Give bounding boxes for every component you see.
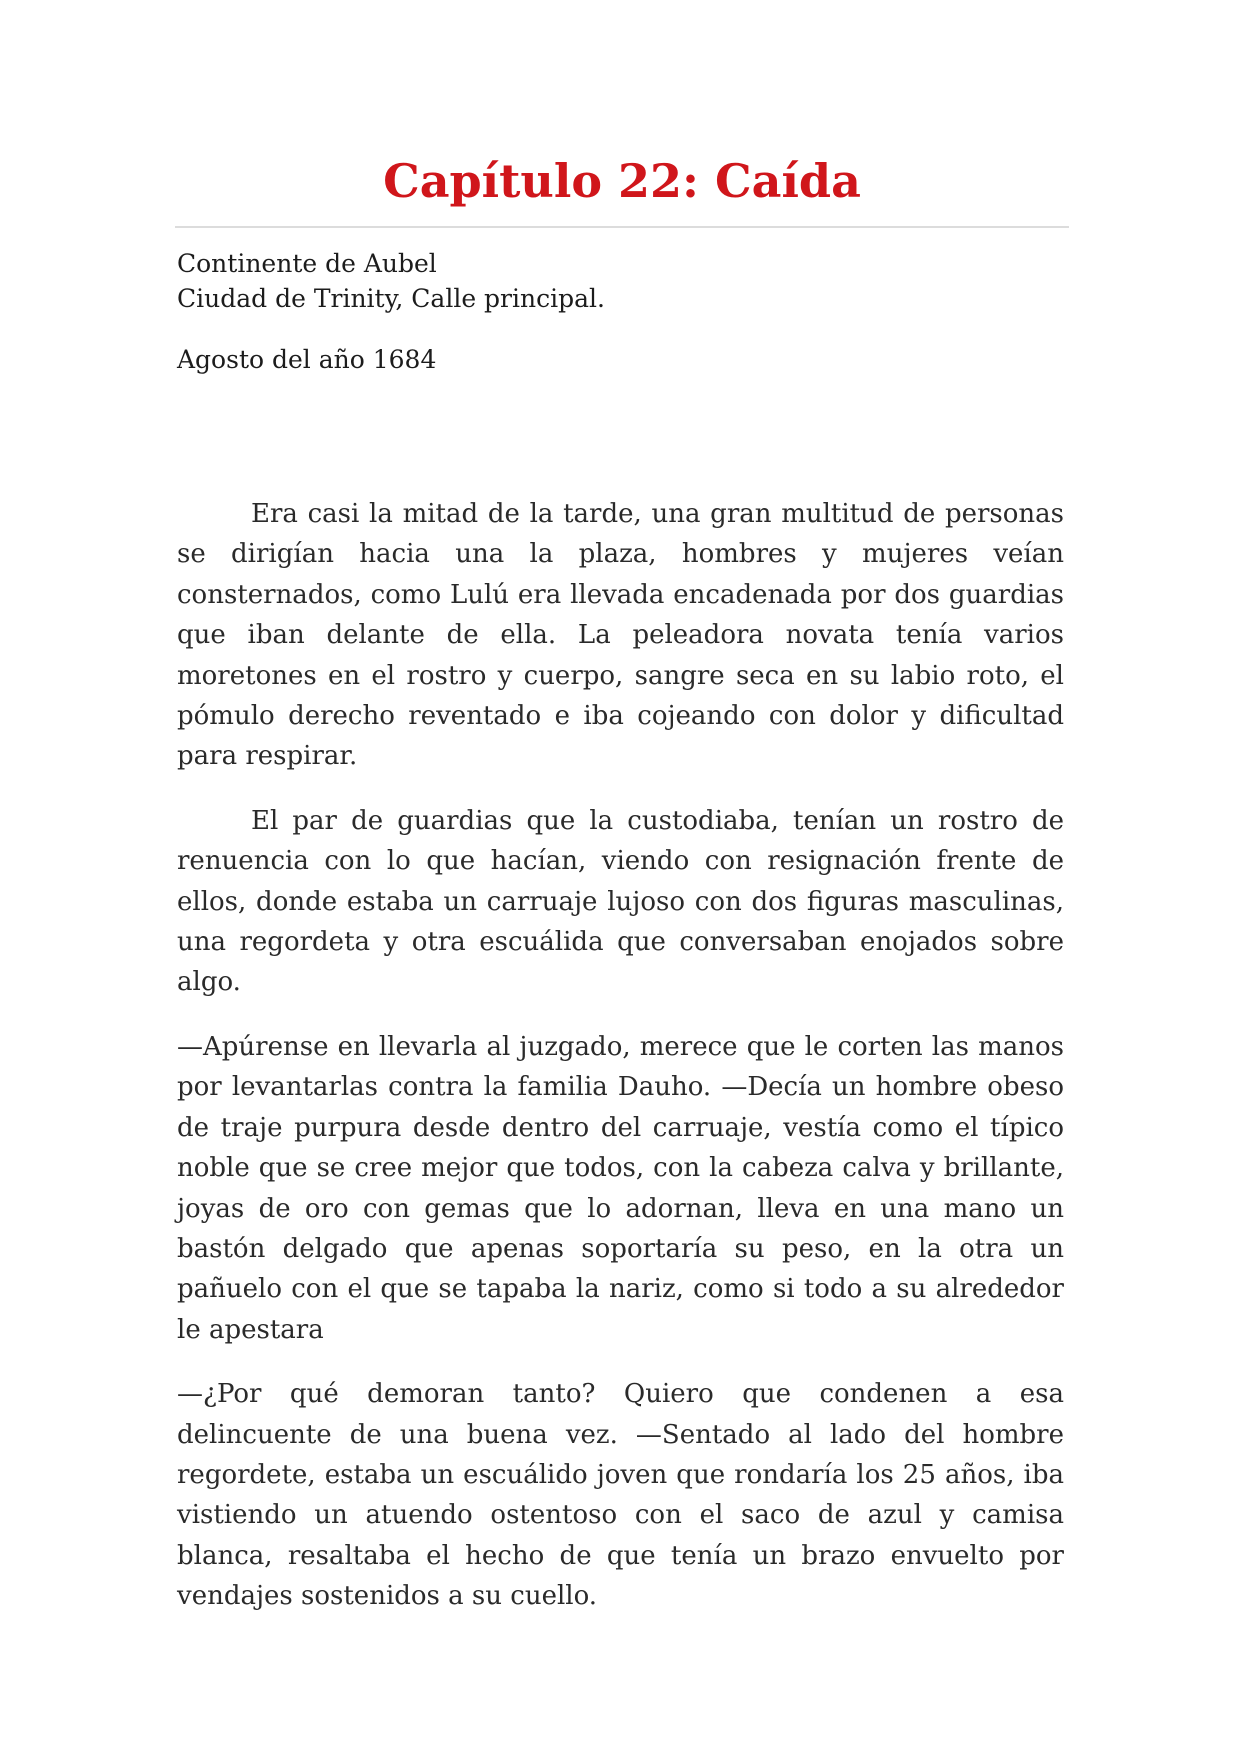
chapter-title: Capítulo 22: Caída xyxy=(383,154,861,208)
paragraph-3: —Apúrense en llevarla al juzgado, merece que le corten las manos por levantarlas contra la familia Dauho. —Decía un hombre obeso de traje purpura desde dentro del carruaje, vestía como el típico noble que se cree mejor que todos, con la cabeza calva y brillante, joyas de oro con gemas que lo adornan, lleva en una mano un bastón delgado que apenas soportaría su peso, en la otra un pañuelo con el que se tapaba la nariz, como si todo a su alrededor le apestara xyxy=(177,1031,1064,1345)
chapter-body xyxy=(177,494,1064,1641)
paragraph-4: —¿Por qué demoran tanto? Quiero que condenen a esa delincuente de una buena vez. —Sentado al lado del hombre regordete, estaba un escuálido joven que rondaría los 25 años, iba vistiendo un atuendo ostentoso con el saco de azul y camisa blanca, resaltaba el hecho de que tenía un brazo envuelto por vendajes sostenidos a su cuello. xyxy=(177,1379,1064,1612)
title-divider xyxy=(175,226,1069,228)
location-header xyxy=(177,246,1067,316)
location-continent: Continente de Aubel xyxy=(177,249,437,278)
paragraph-2: El par de guardias que la custodiaba, tenían un rostro de renuencia con lo que hacían, viendo con resignación frente de ellos, donde estaba un carruaje lujoso con dos figuras masculinas, una regordeta y otra escuálida que conversaban enojados sobre algo. xyxy=(177,805,1064,998)
date-line: Agosto del año 1684 xyxy=(177,345,437,374)
paragraph-1: Era casi la mitad de la tarde, una gran multitud de personas se dirigían hacia una la plaza, hombres y mujeres veían consternados, como Lulú era llevada encadenada por dos guardias que iban delante de ella. La peleadora novata tenía varios moretones en el rostro y cuerpo, sangre seca en su labio roto, el pómulo derecho reventado e iba cojeando con dolor y dificultad para respirar. xyxy=(177,499,1064,772)
location-city: Ciudad de Trinity, Calle principal. xyxy=(177,284,605,313)
